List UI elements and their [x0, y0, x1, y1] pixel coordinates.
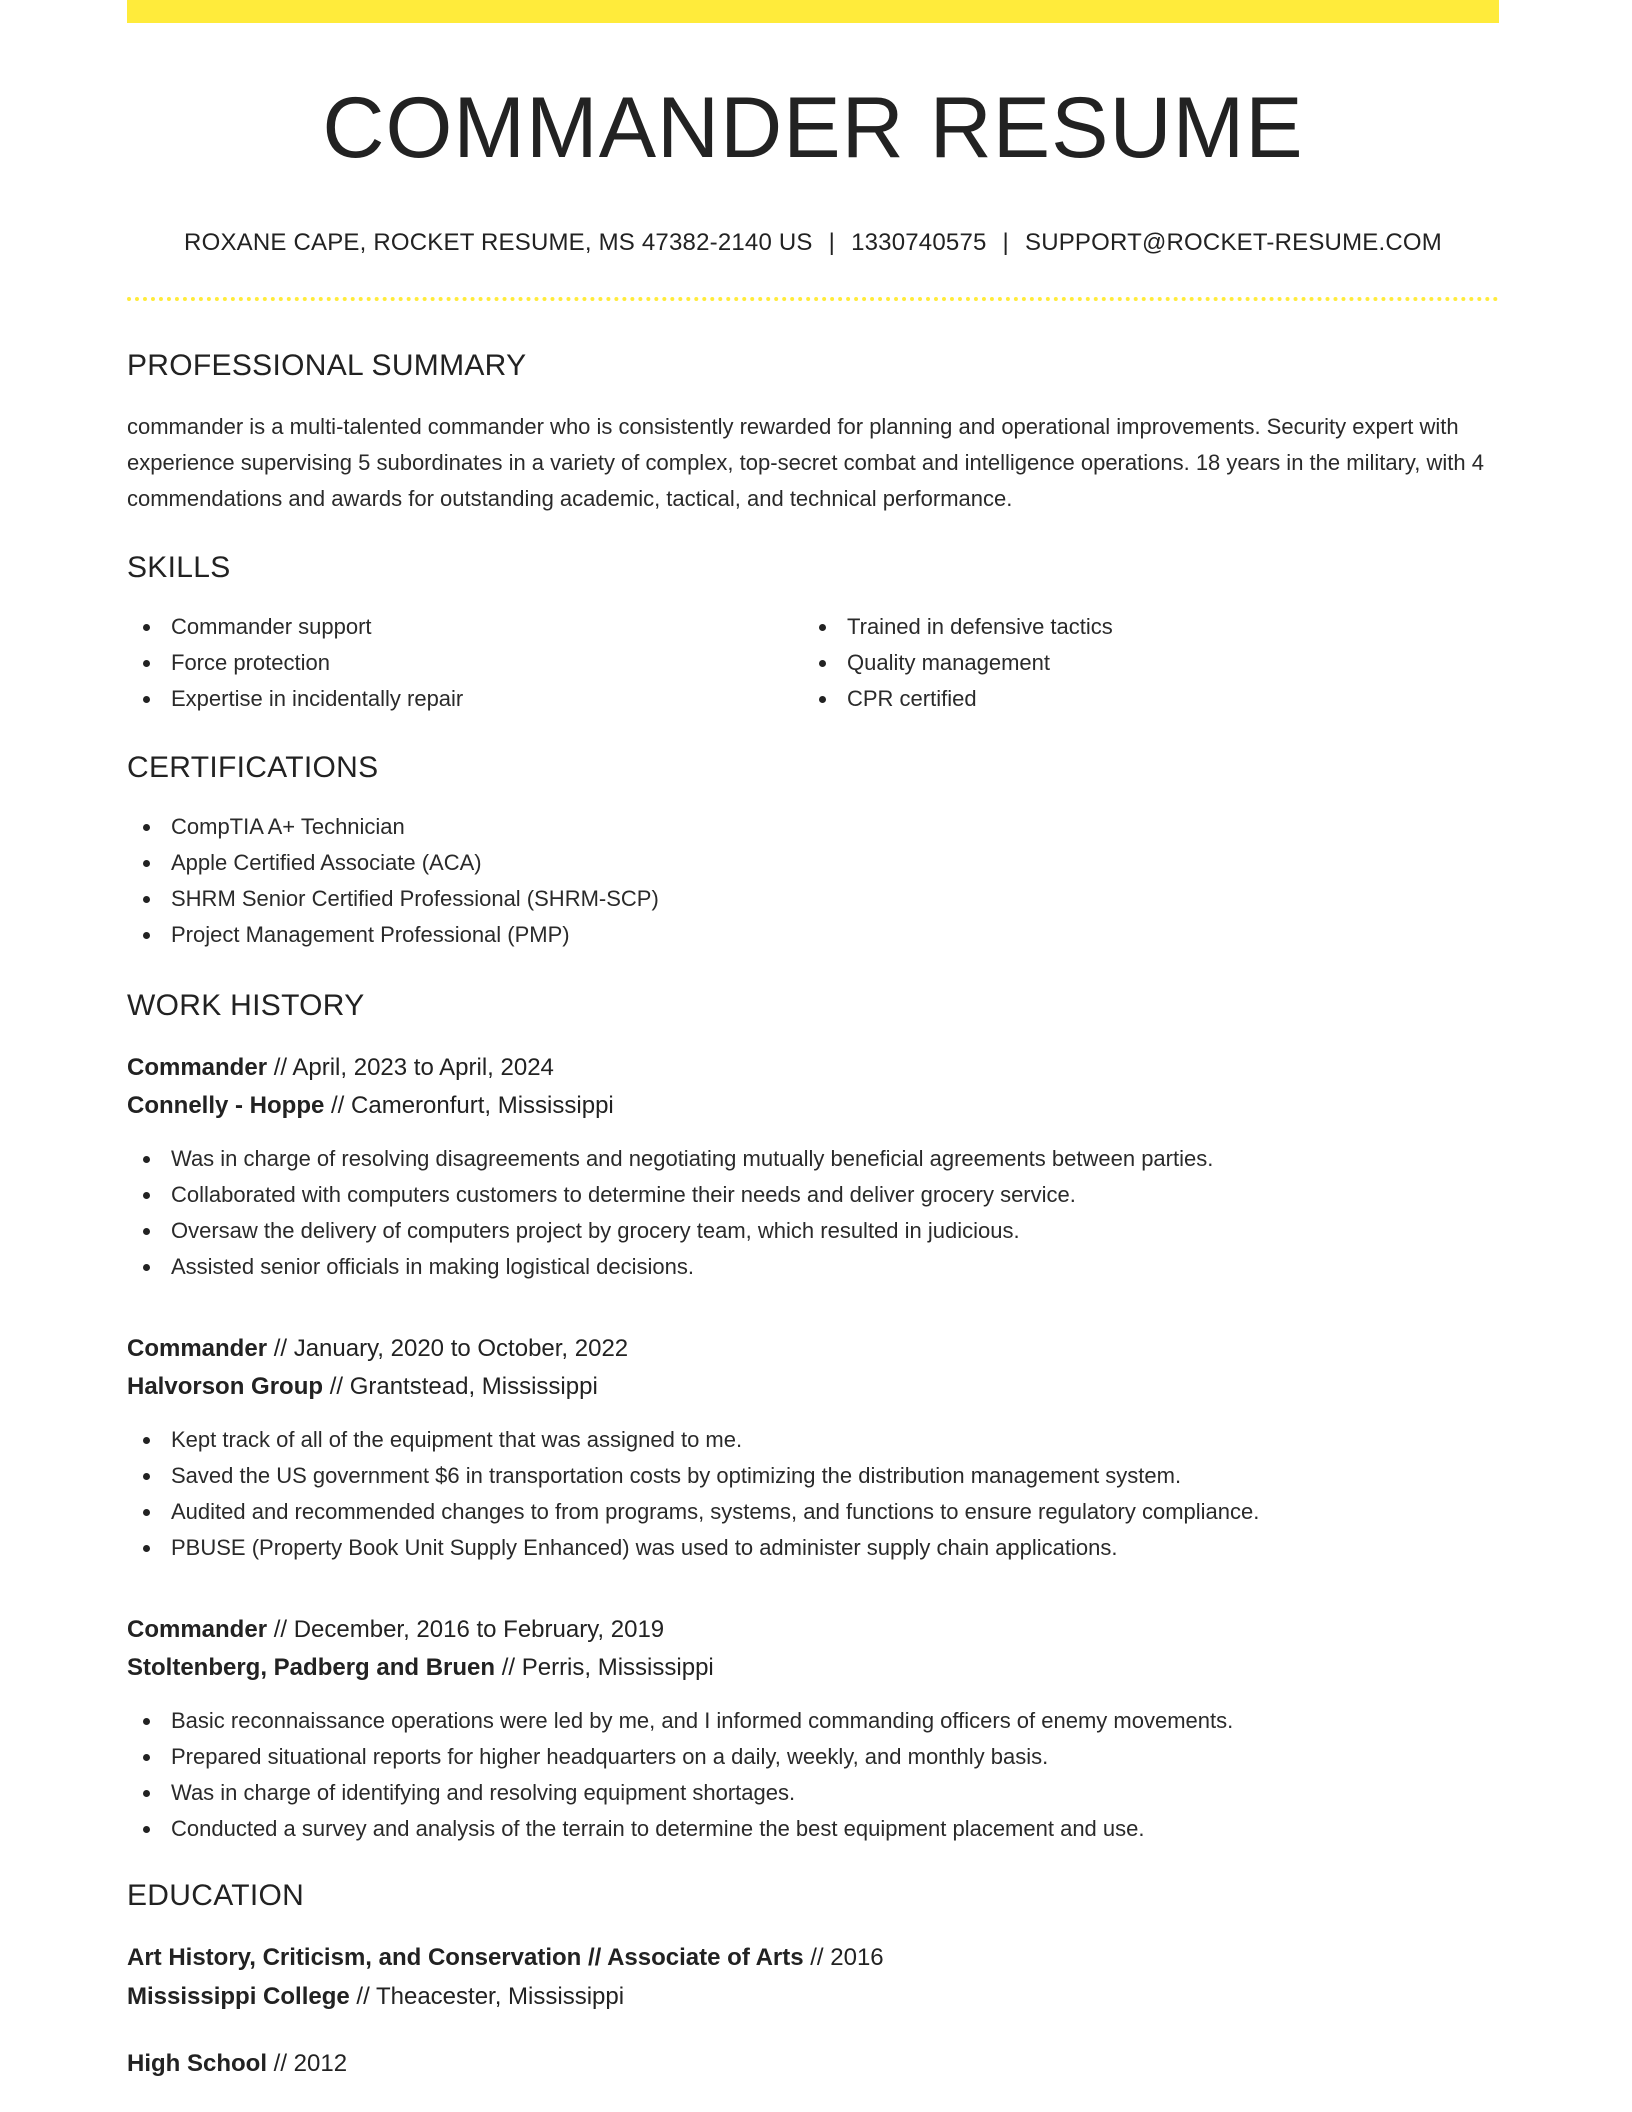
- job-location: // Perris, Mississippi: [495, 1654, 714, 1681]
- accent-top-bar: [127, 0, 1499, 23]
- skill-item: Commander support: [127, 609, 803, 645]
- education-entry: [127, 1939, 1499, 2017]
- job-entry: [127, 1049, 1499, 1285]
- job-role: Commander: [127, 1335, 268, 1362]
- job-dates: // January, 2020 to October, 2022: [267, 1335, 629, 1362]
- job-company-line: [127, 1087, 1499, 1125]
- job-bullet: Prepared situational reports for higher headquarters on a daily, weekly, and monthly basis.: [127, 1739, 1499, 1775]
- contact-line: [127, 231, 1499, 255]
- education-degree: Art History, Criticism, and Conservation // Associate of Arts: [127, 1944, 804, 1971]
- job-bullet: Was in charge of identifying and resolving equipment shortages.: [127, 1775, 1499, 1811]
- job-bullet: Collaborated with computers customers to determine their needs and deliver grocery service.: [127, 1177, 1499, 1213]
- certification-item: Apple Certified Associate (ACA): [127, 845, 1499, 881]
- skills-heading: SKILLS: [127, 551, 231, 584]
- job-bullet: Oversaw the delivery of computers project by grocery team, which resulted in judicious.: [127, 1213, 1499, 1249]
- certifications-heading: CERTIFICATIONS: [127, 751, 379, 784]
- job-dates: // December, 2016 to February, 2019: [267, 1616, 665, 1643]
- job-role: Commander: [127, 1616, 268, 1643]
- contact-separator: |: [1002, 229, 1009, 256]
- certification-item: Project Management Professional (PMP): [127, 917, 1499, 953]
- job-role-line: [127, 1611, 1499, 1649]
- job-bullets: [127, 1703, 1499, 1847]
- job-bullet: PBUSE (Property Book Unit Supply Enhanced) was used to administer supply chain applications.: [127, 1530, 1499, 1566]
- skills-column-left: [127, 609, 803, 717]
- skill-item: Trained in defensive tactics: [803, 609, 1479, 645]
- education-school-line: [127, 1977, 1499, 2017]
- job-company: Stoltenberg, Padberg and Bruen: [127, 1654, 496, 1681]
- job-entry: [127, 1611, 1499, 1847]
- skill-item: Quality management: [803, 645, 1479, 681]
- skill-item: CPR certified: [803, 681, 1479, 717]
- resume-page: [127, 0, 1499, 2083]
- skills-list: [127, 609, 1499, 717]
- skill-item: Expertise in incidentally repair: [127, 681, 803, 717]
- education-high-school: [127, 2045, 1499, 2083]
- job-bullet: Kept track of all of the equipment that was assigned to me.: [127, 1422, 1499, 1458]
- skill-item: Force protection: [127, 645, 803, 681]
- job-dates: // April, 2023 to April, 2024: [267, 1054, 554, 1081]
- job-bullets: [127, 1141, 1499, 1285]
- certification-item: SHRM Senior Certified Professional (SHRM-SCP): [127, 881, 1499, 917]
- certification-item: CompTIA A+ Technician: [127, 809, 1499, 845]
- job-location: // Cameronfurt, Mississippi: [324, 1092, 614, 1119]
- contact-email: SUPPORT@ROCKET-RESUME.COM: [1024, 229, 1442, 256]
- job-bullet: Saved the US government $6 in transportation costs by optimizing the distribution management system.: [127, 1458, 1499, 1494]
- job-role-line: [127, 1049, 1499, 1087]
- job-company-line: [127, 1649, 1499, 1687]
- resume-title: COMMANDER RESUME: [322, 80, 1304, 176]
- education-location: // Theacester, Mississippi: [349, 1983, 625, 2010]
- high-school-name: High School: [127, 2050, 267, 2077]
- contact-address: ROXANE CAPE, ROCKET RESUME, MS 47382-2140 US: [184, 229, 813, 256]
- education-year: // 2016: [803, 1944, 884, 1971]
- job-bullet: Was in charge of resolving disagreements and negotiating mutually beneficial agreements between parties.: [127, 1141, 1499, 1177]
- education-school: Mississippi College: [127, 1983, 350, 2010]
- job-role: Commander: [127, 1054, 268, 1081]
- skills-column-right: [803, 609, 1479, 717]
- job-bullet: Audited and recommended changes to from programs, systems, and functions to ensure regulatory compliance.: [127, 1494, 1499, 1530]
- job-entry: [127, 1330, 1499, 1566]
- job-location: // Grantstead, Mississippi: [323, 1373, 598, 1400]
- job-company-line: [127, 1368, 1499, 1406]
- job-bullets: [127, 1422, 1499, 1566]
- job-bullet: Basic reconnaissance operations were led by me, and I informed commanding officers of enemy movements.: [127, 1703, 1499, 1739]
- contact-phone: 1330740575: [851, 229, 987, 256]
- job-bullet: Assisted senior officials in making logistical decisions.: [127, 1249, 1499, 1285]
- certifications-list: [127, 809, 1499, 953]
- job-bullet: Conducted a survey and analysis of the terrain to determine the best equipment placement and use.: [127, 1811, 1499, 1847]
- summary-heading: PROFESSIONAL SUMMARY: [127, 349, 527, 382]
- header-divider: [127, 297, 1499, 301]
- education-heading: EDUCATION: [127, 1879, 305, 1912]
- job-company: Connelly - Hoppe: [127, 1092, 325, 1119]
- high-school-year: // 2012: [267, 2050, 348, 2077]
- summary-text: commander is a multi-talented commander who is consistently rewarded for planning and operational improvements. Security expert with experience supervising 5 subordinates in a variety of complex, top-secret combat and intelligence operations. 18 years in the military, with 4 commendations and awards for outstanding academic, tactical, and technical performance.: [127, 414, 1484, 511]
- job-role-line: [127, 1330, 1499, 1368]
- education-degree-line: [127, 1939, 1499, 1977]
- job-company: Halvorson Group: [127, 1373, 324, 1400]
- work-history-heading: WORK HISTORY: [127, 989, 365, 1022]
- contact-separator: |: [828, 229, 836, 256]
